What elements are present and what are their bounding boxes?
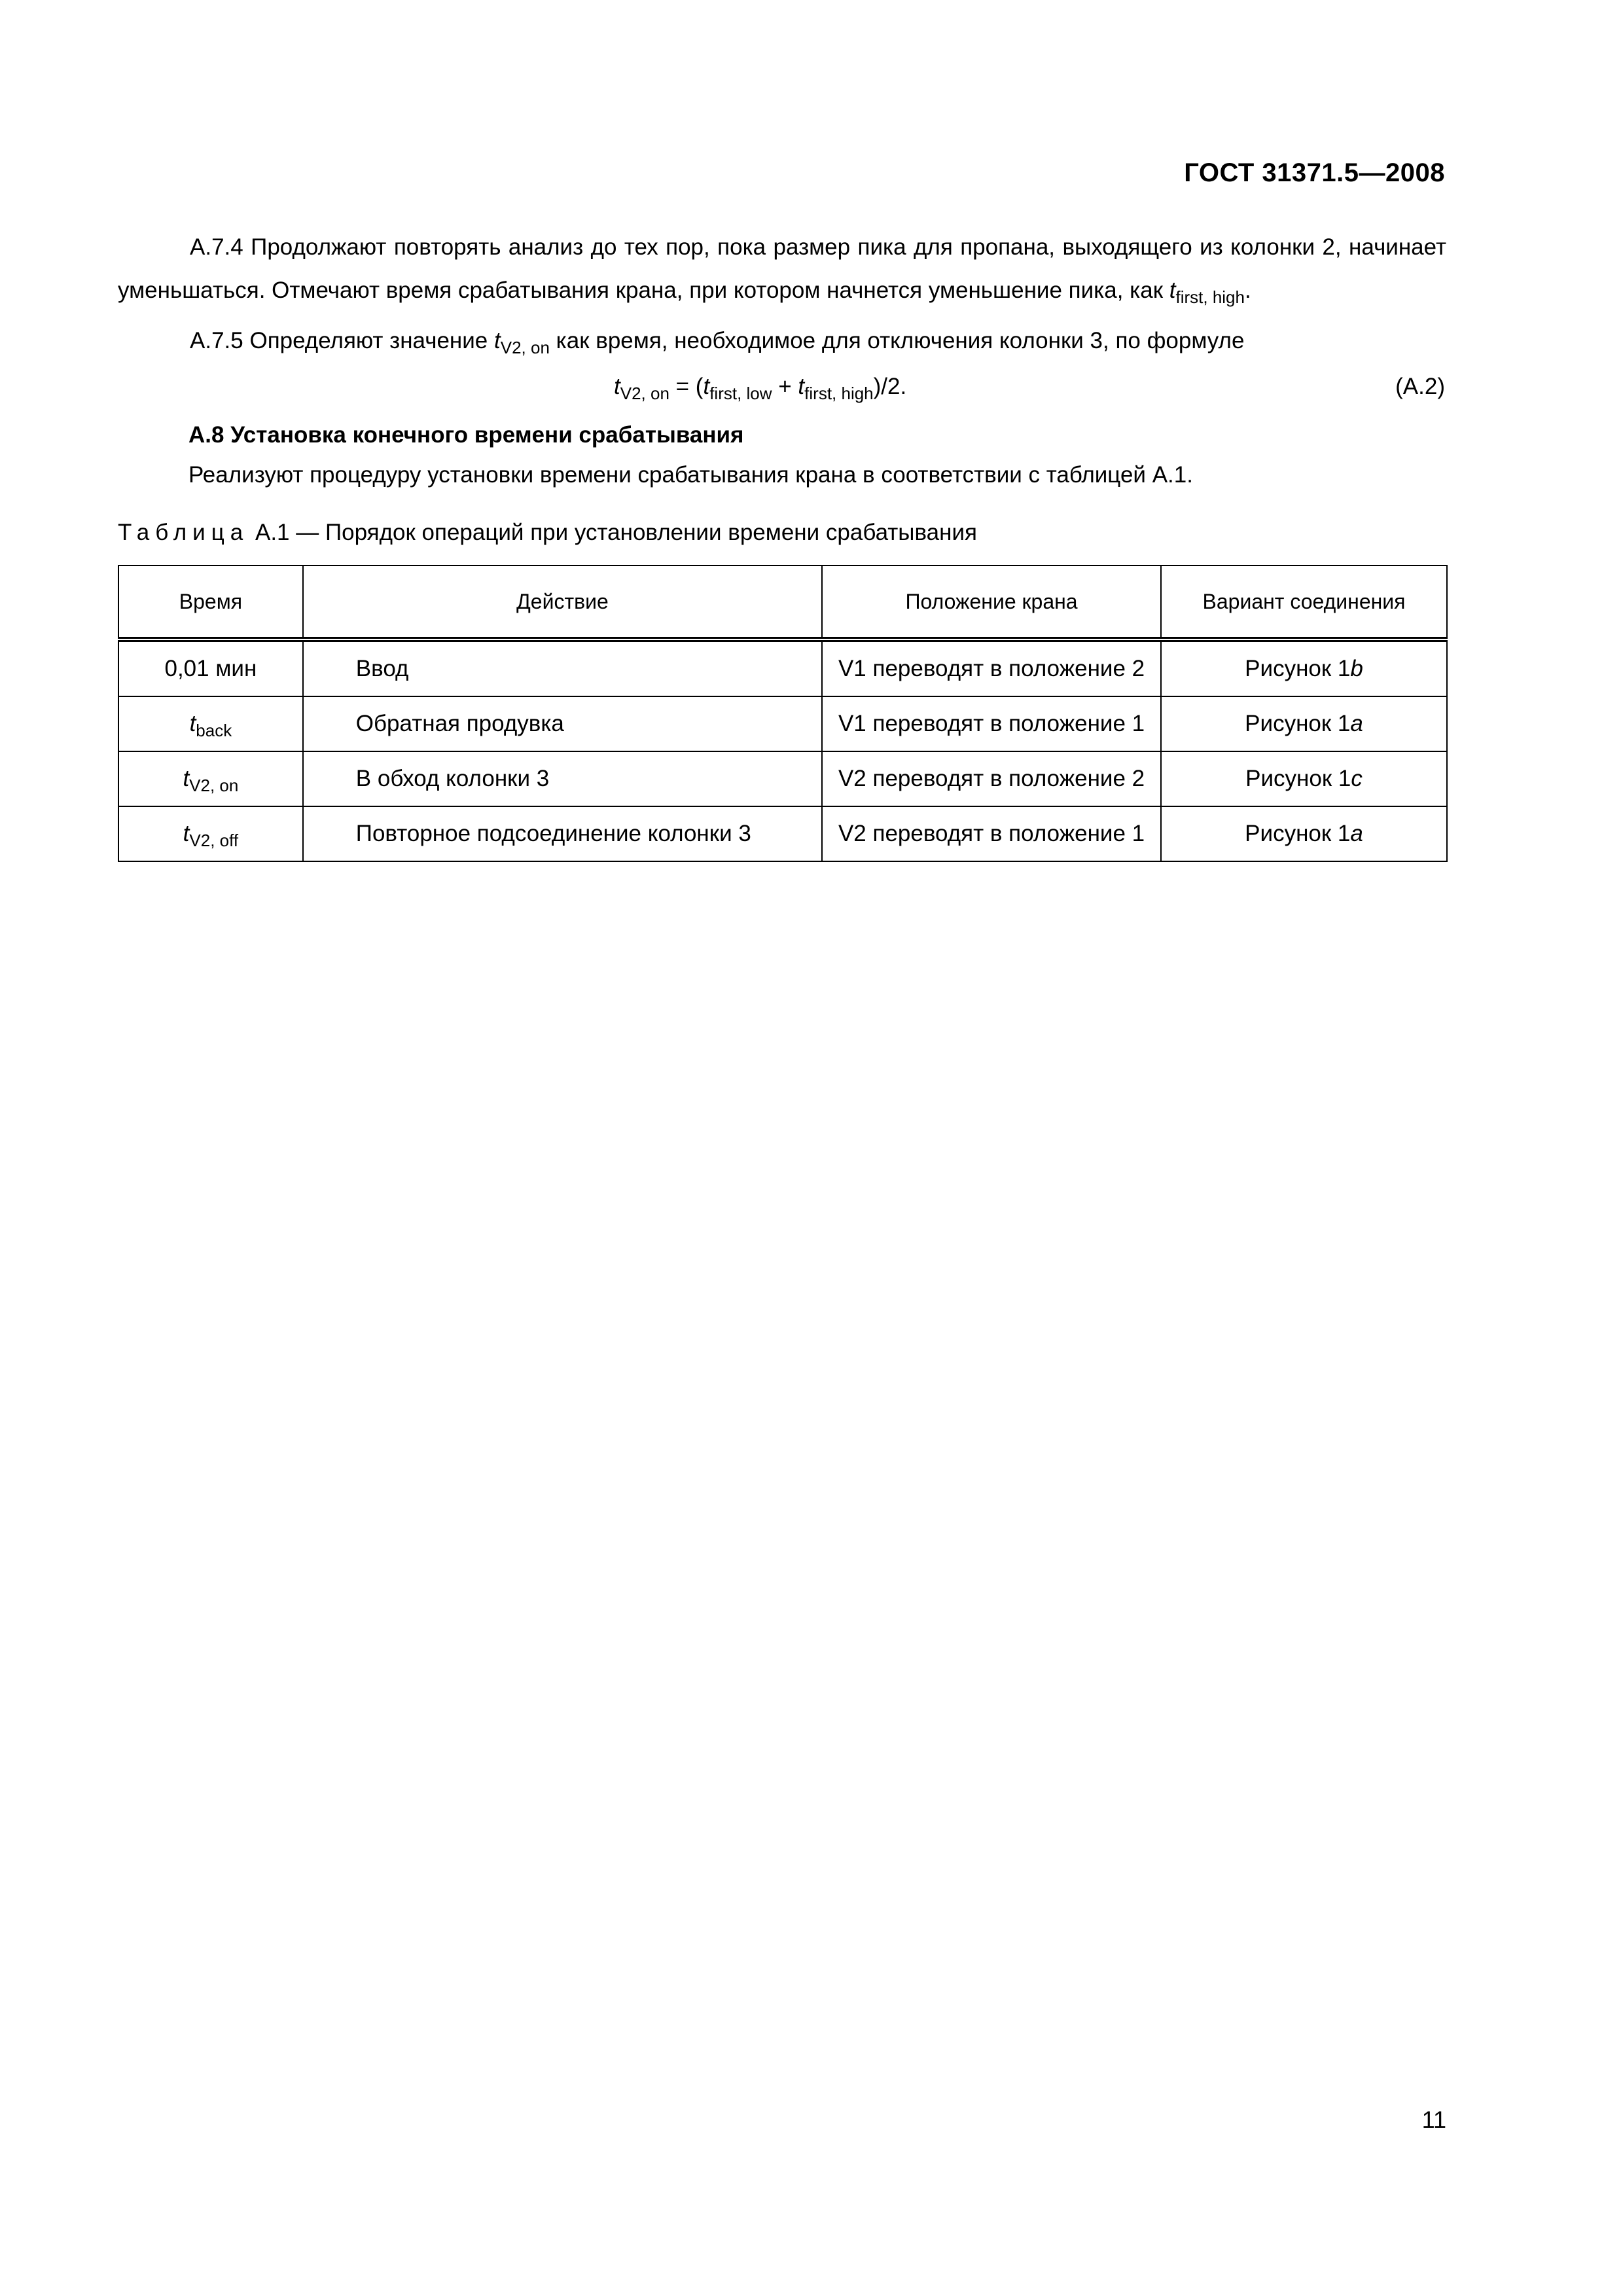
- formula: [614, 365, 906, 408]
- variant-letter: a: [1350, 711, 1363, 736]
- formula-term-a: t: [703, 374, 710, 399]
- cell-action: Повторное подсоединение колонки 3: [303, 806, 822, 861]
- table-row: [118, 751, 1447, 806]
- cell-position: V2 переводят в положение 1: [822, 806, 1161, 861]
- page-number: 11: [1421, 2106, 1446, 2133]
- formula-tail: )/2.: [873, 374, 907, 399]
- table-row: [118, 806, 1447, 861]
- formula-term-a-subscript: first, low: [709, 384, 772, 403]
- paragraph-number: А.7.4: [190, 234, 243, 260]
- variant-text: Рисунок 1: [1245, 766, 1351, 791]
- paragraph-number: А.7.5: [190, 328, 243, 353]
- paragraph-a8: Реализуют процедуру установки времени срабатывания крана в соответствии с таблицей А.1.: [188, 462, 1193, 488]
- variant-text: Рисунок 1: [1245, 711, 1351, 736]
- paragraph-text: Определяют значение: [249, 328, 488, 353]
- formula-eq: = (: [669, 374, 704, 399]
- paragraph-end: .: [1244, 278, 1251, 303]
- paragraph-text: как время, необходимое для отключения колонки 3, по формуле: [556, 328, 1245, 353]
- formula-term-b-subscript: first, high: [804, 384, 874, 403]
- cell-variant: [1161, 751, 1447, 806]
- header-time: Время: [118, 565, 303, 639]
- time-base: t: [183, 766, 190, 791]
- variable-subscript: V2, on: [500, 338, 550, 357]
- cell-action: В обход колонки 3: [303, 751, 822, 806]
- time-text: 0,01 мин: [164, 656, 257, 681]
- formula-number: (A.2): [1395, 374, 1445, 399]
- header-variant: Вариант соединения: [1161, 565, 1447, 639]
- standard-code: ГОСТ 31371.5—2008: [1184, 158, 1445, 187]
- cell-action: Обратная продувка: [303, 696, 822, 751]
- cell-variant: [1161, 639, 1447, 696]
- variable-base: t: [494, 328, 501, 353]
- section-heading-a8: А.8 Установка конечного времени срабатывания: [188, 422, 744, 448]
- variant-letter: a: [1350, 821, 1363, 846]
- paragraph-a75: [118, 319, 1446, 363]
- time-base: t: [189, 711, 196, 736]
- cell-position: V1 переводят в положение 2: [822, 639, 1161, 696]
- cell-variant: [1161, 696, 1447, 751]
- cell-action: Ввод: [303, 639, 822, 696]
- variable-subscript: first, high: [1175, 287, 1245, 307]
- cell-variant: [1161, 806, 1447, 861]
- cell-position: V2 переводят в положение 2: [822, 751, 1161, 806]
- time-subscript: back: [196, 721, 232, 740]
- table-caption: [118, 514, 977, 551]
- time-base: t: [183, 821, 190, 846]
- table-header-row: [118, 565, 1447, 639]
- operations-table: [118, 565, 1448, 862]
- variant-text: Рисунок 1: [1245, 656, 1351, 681]
- header-position: Положение крана: [822, 565, 1161, 639]
- cell-time: [118, 751, 303, 806]
- formula-lhs: t: [614, 374, 620, 399]
- variant-text: Рисунок 1: [1245, 821, 1351, 846]
- table-row: [118, 639, 1447, 696]
- variable-base: t: [1169, 278, 1176, 303]
- formula-lhs-subscript: V2, on: [620, 384, 669, 403]
- formula-term-b: t: [798, 374, 805, 399]
- cell-time: [118, 696, 303, 751]
- cell-time: [118, 806, 303, 861]
- variant-letter: c: [1351, 766, 1363, 791]
- paragraph-text: Продолжают повторять анализ до тех пор, пока размер пика для пропана, выходящего из колонки 2, начинает уменьшаться. Отмечают время срабатывания крана, при котором начнется уменьшение пика, как: [118, 234, 1446, 303]
- header-action: Действие: [303, 565, 822, 639]
- formula-plus: +: [772, 374, 798, 399]
- table-row: [118, 696, 1447, 751]
- cell-position: V1 переводят в положение 1: [822, 696, 1161, 751]
- table-caption-text: А.1 — Порядок операций при установлении времени срабатывания: [255, 520, 977, 545]
- table-caption-label: Таблица: [118, 520, 249, 545]
- time-subscript: V2, on: [189, 776, 239, 795]
- variant-letter: b: [1350, 656, 1363, 681]
- time-subscript: V2, off: [189, 831, 239, 850]
- paragraph-a74: [118, 226, 1446, 312]
- cell-time: [118, 639, 303, 696]
